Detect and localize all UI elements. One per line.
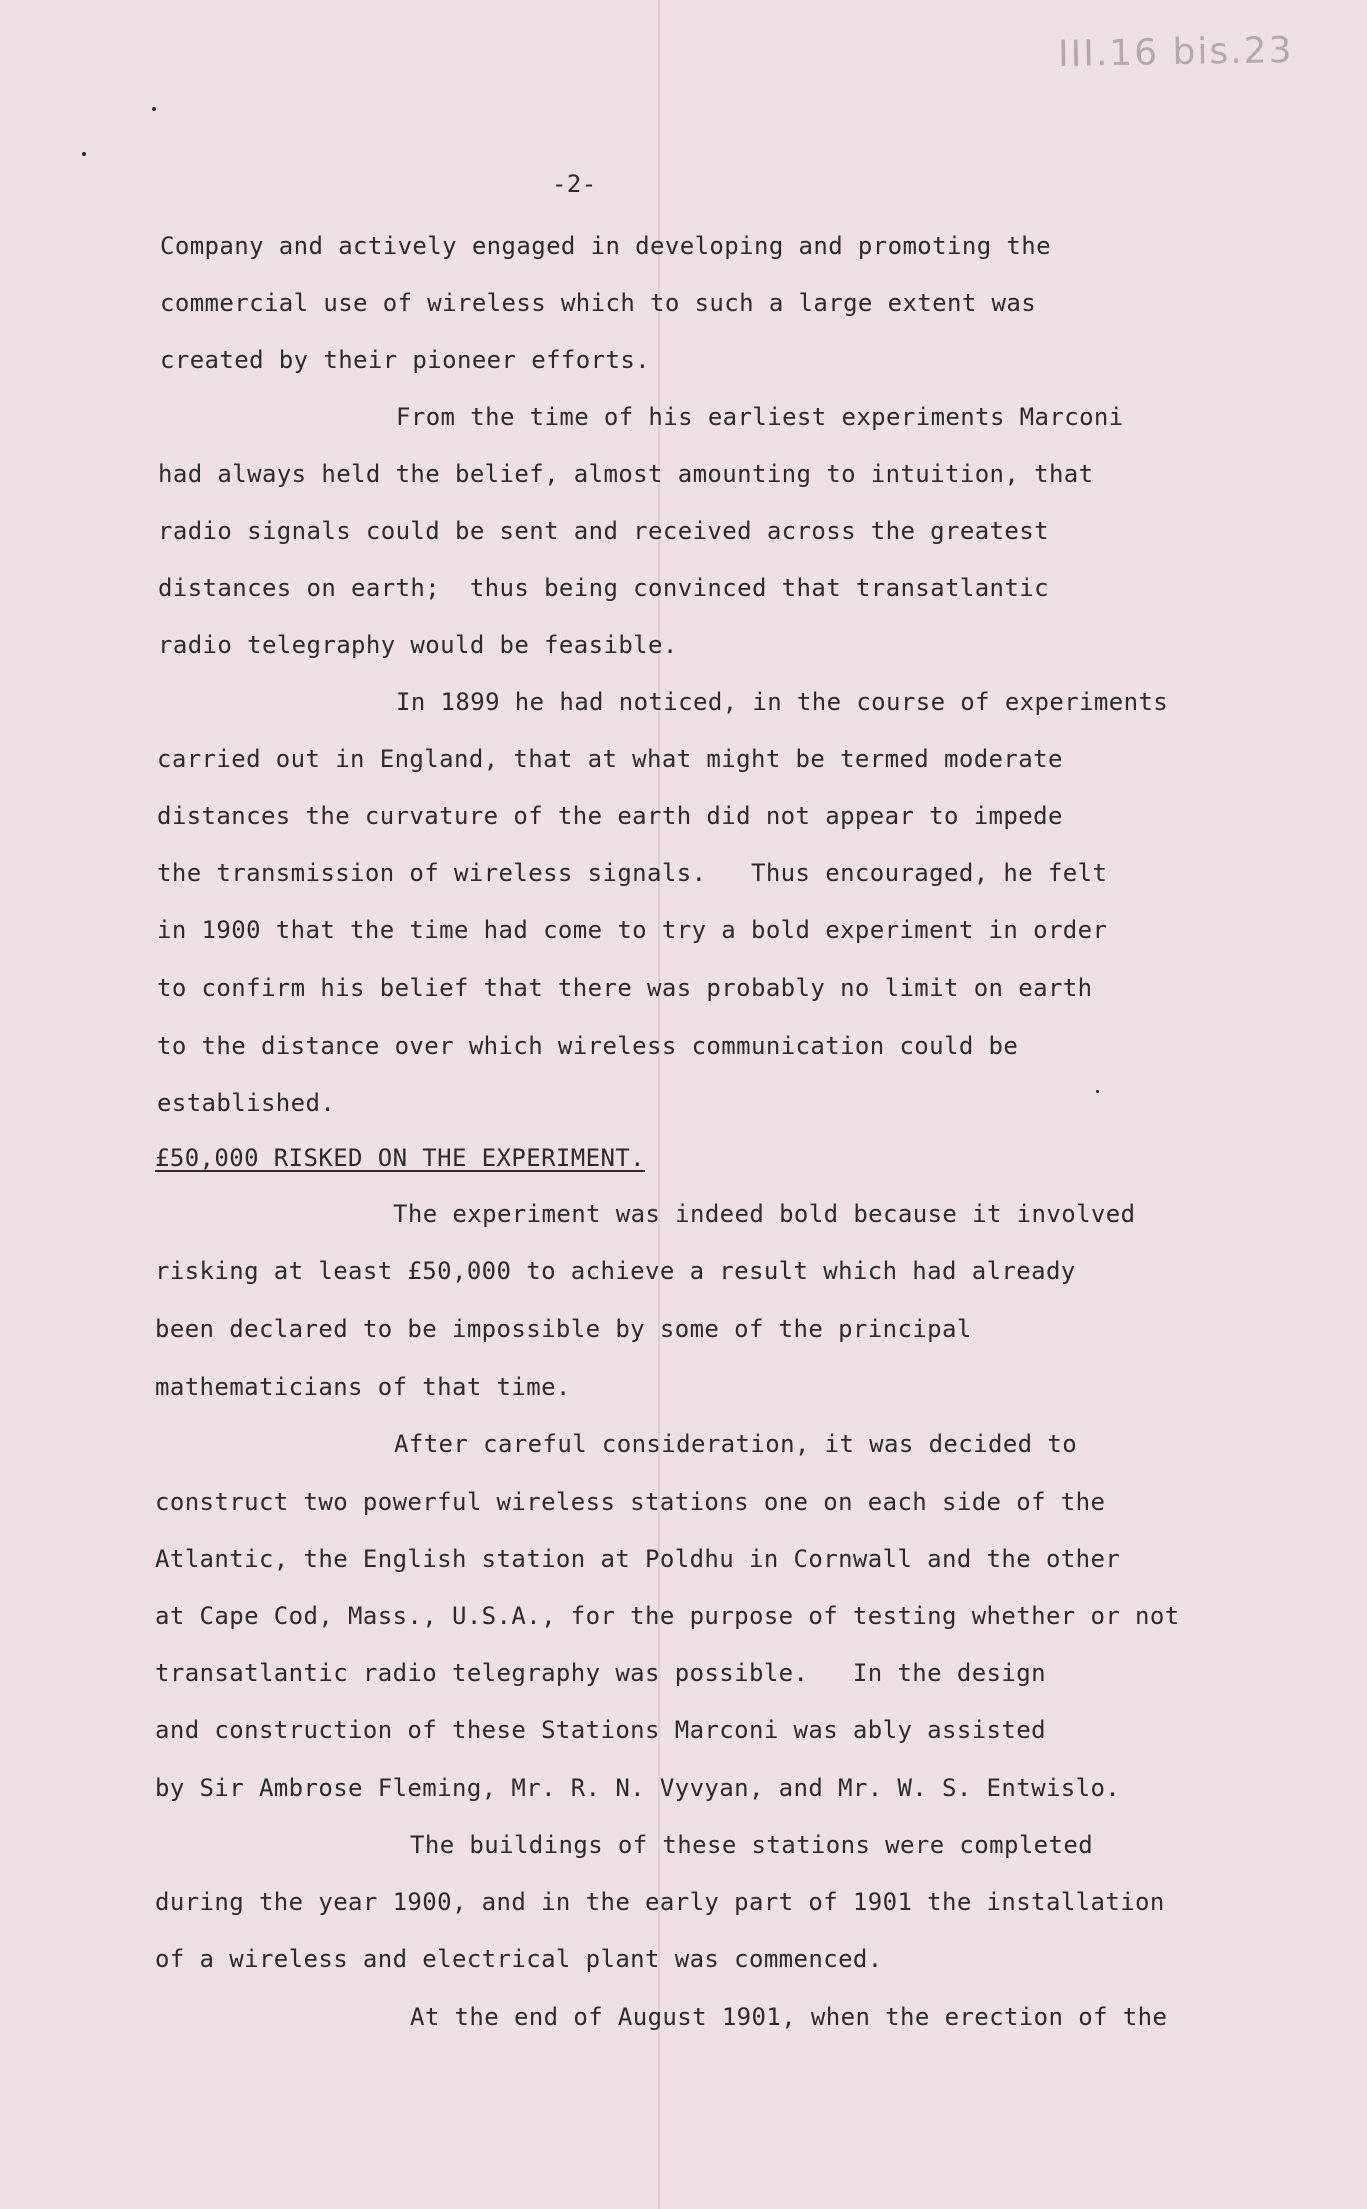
archive-reference: III.16 bis.23 xyxy=(1057,29,1294,76)
page-number: -2- xyxy=(552,170,597,198)
text-line: at Cape Cod, Mass., U.S.A., for the purpose of testing whether or not xyxy=(155,1602,1180,1630)
text-line: In 1899 he had noticed, in the course of experiments xyxy=(396,688,1169,716)
text-line: in 1900 that the time had come to try a bold experiment in order xyxy=(157,916,1108,944)
text-line: mathematicians of that time. xyxy=(155,1373,571,1401)
text-line: during the year 1900, and in the early part of 1901 the installation xyxy=(155,1888,1165,1916)
text-line: Atlantic, the English station at Poldhu in Cornwall and the other xyxy=(155,1545,1121,1573)
text-line: carried out in England, that at what might be termed moderate xyxy=(157,745,1063,773)
text-line: by Sir Ambrose Fleming, Mr. R. N. Vyvyan, and Mr. W. S. Entwislo. xyxy=(155,1774,1121,1802)
text-line: created by their pioneer efforts. xyxy=(160,346,651,374)
text-line: From the time of his earliest experiments Marconi xyxy=(396,403,1124,431)
text-line: to confirm his belief that there was probably no limit on earth xyxy=(157,974,1093,1002)
text-line: distances the curvature of the earth did not appear to impede xyxy=(157,802,1063,830)
text-line: distances on earth; thus being convinced that transatlantic xyxy=(158,574,1049,602)
ink-dot xyxy=(152,107,156,111)
text-line: The buildings of these stations were completed xyxy=(410,1831,1094,1859)
text-line: commercial use of wireless which to such a large extent was xyxy=(160,289,1037,317)
text-line: risking at least £50,000 to achieve a result which had already xyxy=(155,1257,1076,1285)
ink-dot xyxy=(1096,1090,1099,1093)
text-line: been declared to be impossible by some of the principal xyxy=(155,1315,972,1343)
text-line: The experiment was indeed bold because it involved xyxy=(393,1200,1136,1228)
text-line: radio signals could be sent and received across the greatest xyxy=(158,517,1049,545)
text-line: radio telegraphy would be feasible. xyxy=(158,631,678,659)
text-line: the transmission of wireless signals. Thus encouraged, he felt xyxy=(157,859,1108,887)
text-line: and construction of these Stations Marconi was ably assisted xyxy=(155,1716,1046,1744)
text-line: At the end of August 1901, when the erection of the xyxy=(410,2003,1168,2031)
text-line: construct two powerful wireless stations one on each side of the xyxy=(155,1488,1106,1516)
text-line: to the distance over which wireless communication could be xyxy=(157,1032,1019,1060)
page-fold xyxy=(658,0,660,2209)
text-line: had always held the belief, almost amounting to intuition, that xyxy=(158,460,1094,488)
text-line: transatlantic radio telegraphy was possible. In the design xyxy=(155,1659,1046,1687)
ink-dot xyxy=(82,152,86,156)
text-line: After careful consideration, it was decided to xyxy=(394,1430,1078,1458)
text-line: Company and actively engaged in developing and promoting the xyxy=(160,232,1051,260)
text-line: of a wireless and electrical plant was commenced. xyxy=(155,1945,883,1973)
text-line: established. xyxy=(157,1089,336,1117)
section-heading: £50,000 RISKED ON THE EXPERIMENT. xyxy=(155,1144,646,1172)
